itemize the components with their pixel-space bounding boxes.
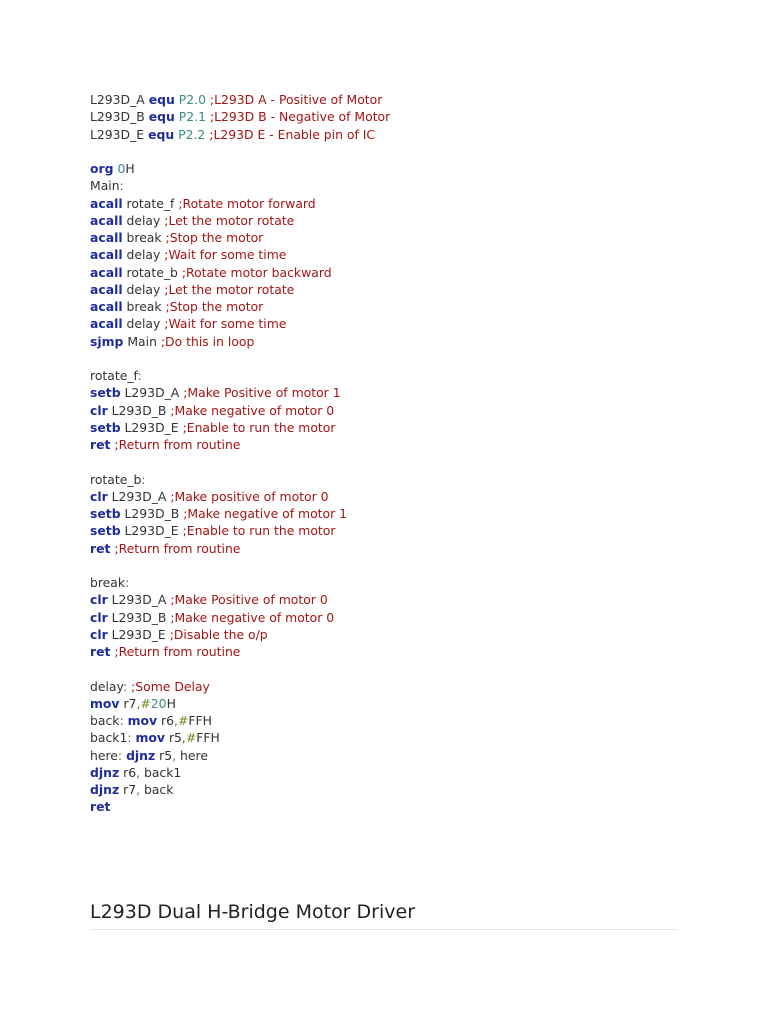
code-keyword: mov bbox=[127, 713, 158, 728]
code-comment: ;Let the motor rotate bbox=[164, 212, 295, 228]
code-line bbox=[90, 91, 690, 108]
code-text: L293D_E bbox=[120, 523, 183, 539]
code-text: L293D_B bbox=[120, 506, 184, 521]
code-text: L293D_B bbox=[107, 402, 171, 418]
code-keyword: equ bbox=[148, 109, 175, 125]
code-text: H bbox=[125, 161, 135, 176]
code-keyword: acall bbox=[90, 230, 123, 245]
code-text: L293D_A bbox=[90, 92, 149, 107]
code-line bbox=[90, 781, 690, 798]
code-keyword: ret bbox=[90, 799, 111, 815]
code-line bbox=[90, 419, 690, 436]
code-comment: ;Make positive of motor 0 bbox=[170, 488, 329, 504]
code-line bbox=[90, 160, 690, 177]
code-punctuation: : bbox=[125, 575, 130, 590]
code-comment: ;Wait for some time bbox=[164, 247, 287, 263]
code-text: here bbox=[176, 747, 208, 763]
code-keyword: acall bbox=[90, 212, 123, 228]
code-keyword: acall bbox=[90, 281, 123, 297]
code-keyword: acall bbox=[90, 316, 123, 332]
code-line bbox=[90, 712, 690, 729]
code-punctuation: : bbox=[127, 730, 132, 746]
code-text: L293D_E bbox=[120, 419, 183, 435]
code-comment: ;Let the motor rotate bbox=[164, 281, 295, 297]
code-keyword: clr bbox=[90, 488, 108, 504]
code-keyword: acall bbox=[90, 264, 123, 280]
code-line bbox=[90, 747, 690, 764]
code-text: FFH bbox=[188, 713, 212, 728]
code-text: back bbox=[90, 713, 120, 728]
code-punctuation: , bbox=[136, 764, 141, 780]
code-comment: ;Make Positive of motor 0 bbox=[170, 592, 328, 608]
code-text: r6 bbox=[157, 713, 175, 728]
code-line bbox=[90, 660, 690, 677]
code-punctuation: : bbox=[141, 471, 146, 487]
code-line bbox=[90, 695, 690, 712]
section-heading: L293D Dual H-Bridge Motor Driver bbox=[90, 901, 416, 923]
code-punctuation: : bbox=[119, 178, 124, 194]
code-line bbox=[90, 764, 690, 781]
code-line bbox=[90, 488, 690, 505]
code-comment: ;Make Positive of motor 1 bbox=[183, 385, 341, 401]
code-number: 0 bbox=[117, 161, 126, 176]
code-line bbox=[90, 108, 690, 125]
code-line bbox=[90, 729, 690, 746]
code-comment: ;Do this in loop bbox=[160, 333, 255, 349]
code-comment: ;Return from routine bbox=[114, 644, 241, 659]
code-text: delay bbox=[122, 281, 165, 297]
code-text: here bbox=[90, 747, 118, 763]
code-keyword: ret bbox=[90, 644, 111, 659]
code-punctuation: : bbox=[122, 678, 128, 694]
code-keyword: setb bbox=[90, 419, 121, 435]
code-line bbox=[90, 574, 690, 591]
code-immediate-prefix: # bbox=[177, 713, 189, 728]
code-line bbox=[90, 453, 690, 470]
code-text: L293D_A bbox=[107, 488, 171, 504]
code-text: back1 bbox=[90, 730, 128, 746]
code-line bbox=[90, 505, 690, 522]
code-text: r7 bbox=[119, 695, 137, 711]
code-keyword: clr bbox=[90, 402, 108, 418]
code-comment: ;Rotate motor forward bbox=[178, 195, 316, 211]
code-line bbox=[90, 264, 690, 281]
code-punctuation: : bbox=[119, 713, 124, 728]
code-line bbox=[90, 177, 690, 194]
code-keyword: acall bbox=[90, 195, 123, 211]
code-immediate-prefix: # bbox=[185, 730, 197, 746]
code-line bbox=[90, 143, 690, 160]
code-line bbox=[90, 522, 690, 539]
code-text: r5 bbox=[155, 747, 173, 763]
code-text: L293D_A bbox=[120, 385, 184, 401]
code-number: 20 bbox=[150, 695, 167, 711]
code-keyword: djnz bbox=[90, 764, 120, 780]
code-keyword: ret bbox=[90, 437, 111, 452]
code-punctuation: , bbox=[174, 713, 178, 728]
code-keyword: clr bbox=[90, 626, 108, 642]
code-line bbox=[90, 643, 690, 660]
code-text: L293D_B bbox=[90, 109, 149, 125]
code-keyword: mov bbox=[135, 730, 165, 746]
code-line bbox=[90, 367, 690, 384]
code-text: delay bbox=[122, 212, 165, 228]
code-line bbox=[90, 626, 690, 643]
code-line bbox=[90, 195, 690, 212]
code-text: delay bbox=[122, 316, 165, 332]
code-line bbox=[90, 384, 690, 401]
code-punctuation: , bbox=[136, 695, 141, 711]
code-line bbox=[90, 246, 690, 263]
code-comment: ;Enable to run the motor bbox=[182, 419, 336, 435]
code-line bbox=[90, 540, 690, 557]
code-text: r7 bbox=[119, 782, 137, 797]
code-comment: ;Make negative of motor 0 bbox=[170, 609, 335, 625]
code-text: back bbox=[140, 782, 174, 797]
code-keyword: setb bbox=[90, 385, 121, 401]
code-line bbox=[90, 298, 690, 315]
code-text: back1 bbox=[140, 764, 182, 780]
code-text: r6 bbox=[119, 764, 137, 780]
code-line bbox=[90, 126, 690, 143]
code-keyword: org bbox=[90, 161, 114, 176]
code-comment: ;Stop the motor bbox=[165, 299, 264, 314]
code-comment: ;Rotate motor backward bbox=[181, 264, 332, 280]
code-text: Main bbox=[123, 333, 161, 349]
code-keyword: equ bbox=[148, 126, 175, 142]
code-text: L293D_B bbox=[107, 609, 171, 625]
code-text: break bbox=[122, 230, 166, 245]
code-text: rotate_b bbox=[90, 471, 142, 487]
code-line bbox=[90, 591, 690, 608]
code-line bbox=[90, 212, 690, 229]
code-keyword: setb bbox=[90, 523, 121, 539]
code-line bbox=[90, 402, 690, 419]
code-text: delay bbox=[90, 678, 123, 694]
heading-divider bbox=[90, 929, 678, 930]
code-line bbox=[90, 281, 690, 298]
code-immediate-prefix: # bbox=[140, 695, 151, 711]
code-punctuation: , bbox=[181, 730, 186, 746]
code-punctuation: , bbox=[172, 747, 177, 763]
code-keyword: clr bbox=[90, 609, 108, 625]
code-keyword: acall bbox=[90, 299, 123, 314]
code-keyword: djnz bbox=[90, 782, 120, 797]
code-line bbox=[90, 678, 690, 695]
code-punctuation: , bbox=[136, 782, 141, 797]
code-keyword: mov bbox=[90, 695, 120, 711]
code-comment: ;Return from routine bbox=[114, 437, 241, 452]
code-number: P2.2 bbox=[178, 126, 206, 142]
code-line bbox=[90, 333, 690, 350]
code-number: P2.1 bbox=[178, 109, 206, 125]
code-text: rotate_b bbox=[122, 264, 182, 280]
code-comment: ;L293D B - Negative of Motor bbox=[209, 109, 391, 125]
code-keyword: clr bbox=[90, 592, 108, 608]
code-number: P2.0 bbox=[178, 92, 206, 107]
code-line bbox=[90, 436, 690, 453]
code-punctuation: : bbox=[137, 368, 142, 383]
code-punctuation: : bbox=[117, 747, 123, 763]
code-text: rotate_f bbox=[90, 368, 138, 383]
code-line bbox=[90, 798, 690, 815]
code-comment: ;Return from routine bbox=[114, 540, 241, 556]
code-line bbox=[90, 315, 690, 332]
code-text: L293D_E bbox=[90, 126, 149, 142]
code-line bbox=[90, 609, 690, 626]
code-comment: ;Wait for some time bbox=[164, 316, 287, 332]
code-comment: ;Disable the o/p bbox=[169, 626, 268, 642]
code-comment: ;L293D E - Enable pin of IC bbox=[209, 126, 376, 142]
code-line bbox=[90, 229, 690, 246]
code-text: delay bbox=[122, 247, 165, 263]
code-keyword: acall bbox=[90, 247, 123, 263]
code-text: FFH bbox=[196, 730, 220, 746]
code-comment: ;Make negative of motor 0 bbox=[170, 402, 335, 418]
code-line bbox=[90, 471, 690, 488]
code-keyword: equ bbox=[148, 92, 175, 107]
code-keyword: sjmp bbox=[90, 333, 124, 349]
code-comment: ;Stop the motor bbox=[165, 230, 264, 245]
code-comment: ;L293D A - Positive of Motor bbox=[209, 92, 383, 107]
code-comment: ;Some Delay bbox=[131, 678, 210, 694]
code-keyword: djnz bbox=[126, 747, 156, 763]
code-comment: ;Make negative of motor 1 bbox=[183, 506, 348, 521]
code-text: break bbox=[122, 299, 166, 314]
code-comment: ;Enable to run the motor bbox=[182, 523, 336, 539]
code-text: L293D_A bbox=[107, 592, 171, 608]
code-line bbox=[90, 557, 690, 574]
code-text: r5 bbox=[165, 730, 182, 746]
code-text: H bbox=[166, 695, 176, 711]
code-text: Main bbox=[90, 178, 120, 194]
code-keyword: ret bbox=[90, 540, 111, 556]
code-keyword: setb bbox=[90, 506, 121, 521]
code-line bbox=[90, 350, 690, 367]
code-text: rotate_f bbox=[122, 195, 179, 211]
code-listing bbox=[90, 91, 690, 816]
code-text: L293D_E bbox=[107, 626, 170, 642]
code-text: break bbox=[90, 575, 126, 590]
